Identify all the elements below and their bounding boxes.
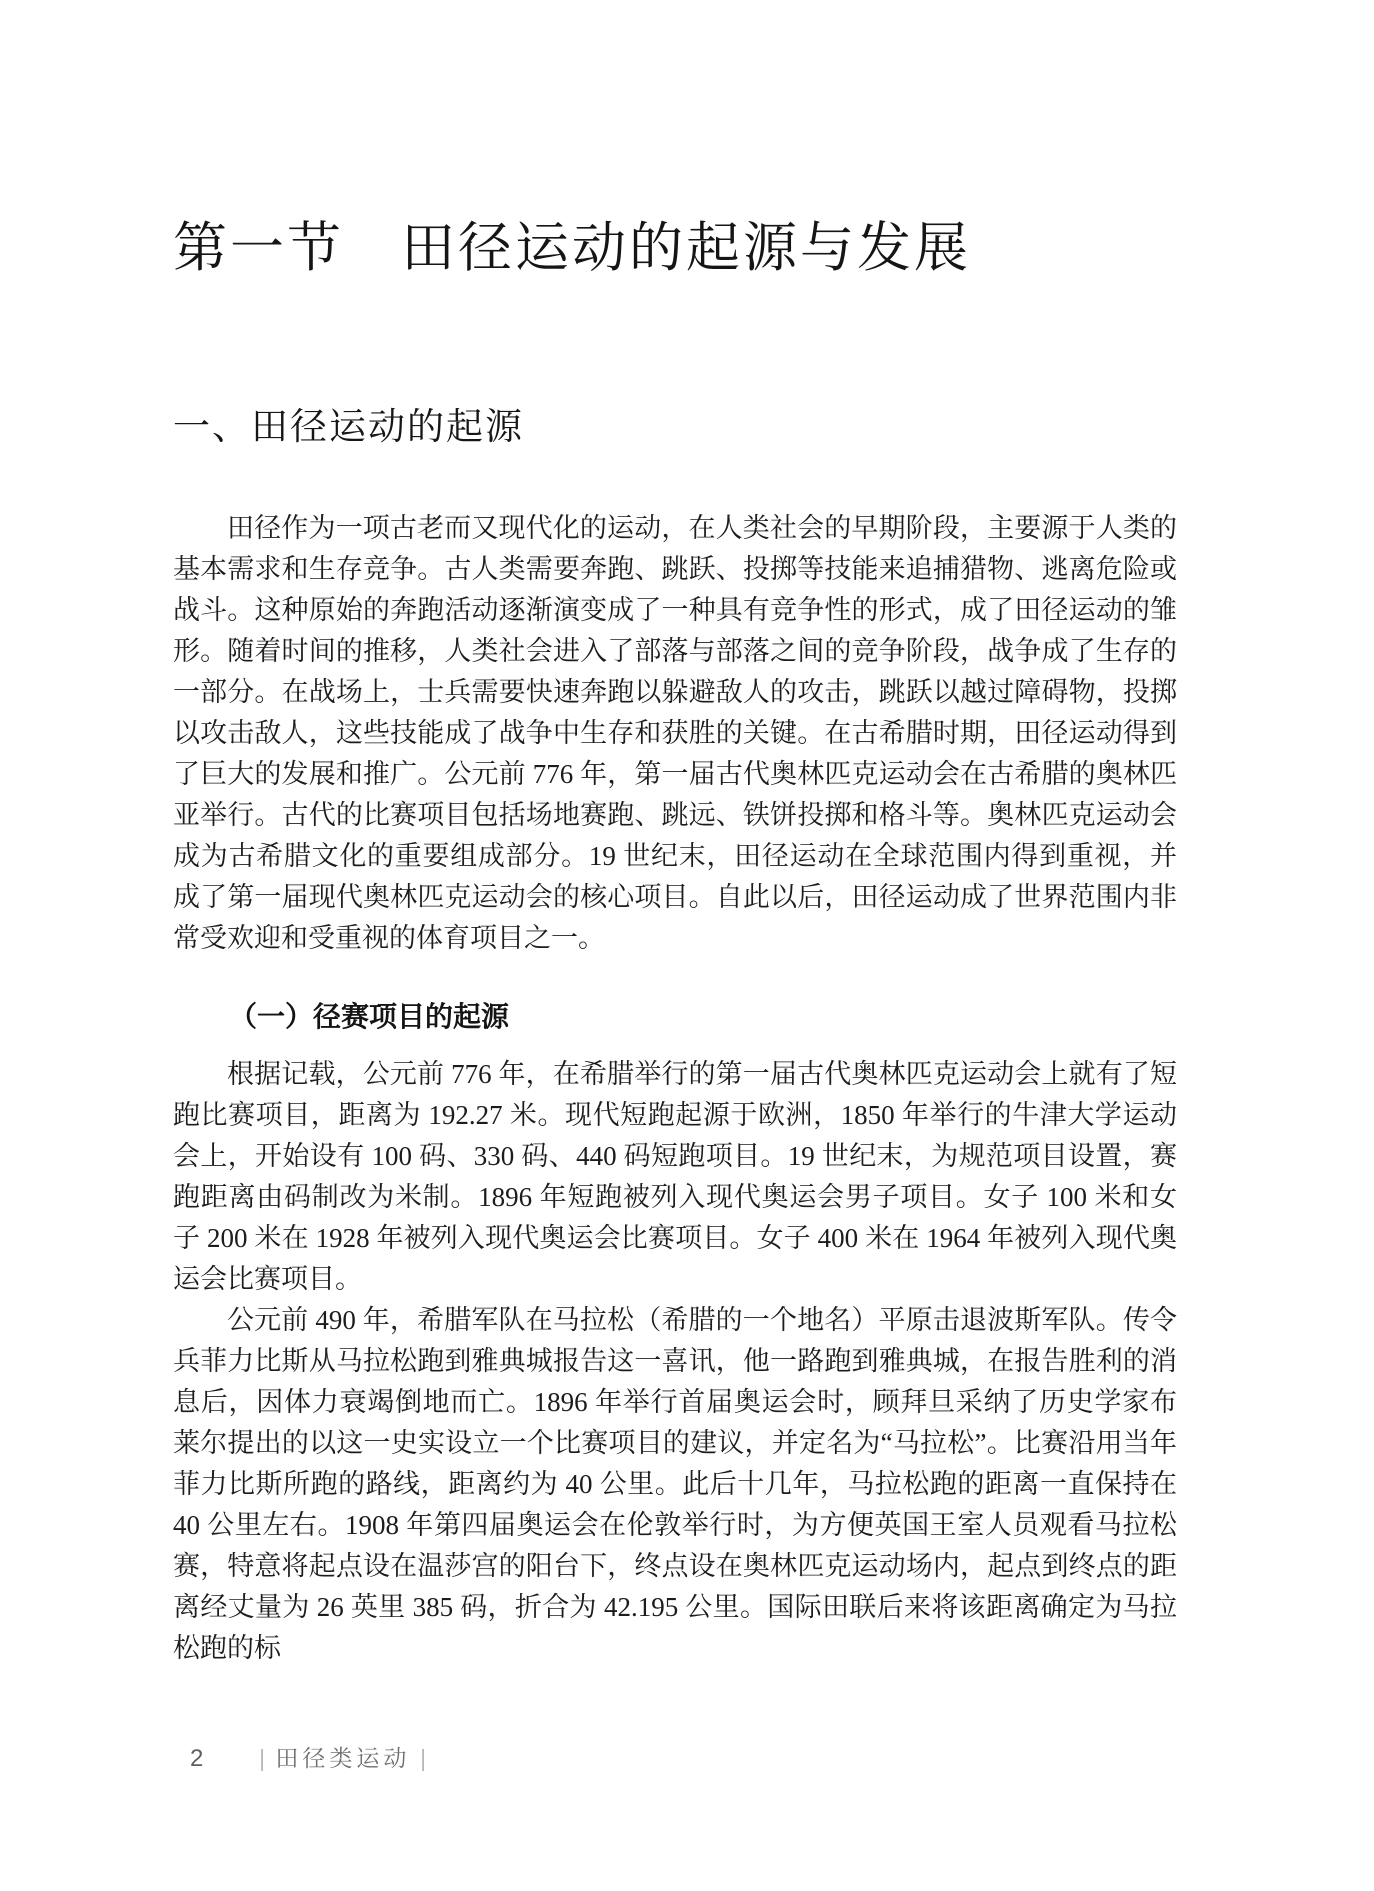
page-footer bbox=[190, 1747, 436, 1771]
paragraph-marathon-history: 公元前 490 年，希腊军队在马拉松（希腊的一个地名）平原击退波斯军队。传令兵菲力比斯从马拉松跑到雅典城报告这一喜讯，他一路跑到雅典城，在报告胜利的消息后，因体力衰竭倒地而亡。1896 年举行首届奥运会时，顾拜旦采纳了历史学家布莱尔提出的以这一史实设立一个比赛项目的建议，并定名为“马拉松”。比赛沿用当年菲力比斯所跑的路线，距离约为 40 公里。此后十几年，马拉松跑的距离一直保持在 40 公里左右。1908 年第四届奥运会在伦敦举行时，为方便英国王室人员观看马拉松赛，特意将起点设在温莎宫的阳台下，终点设在奥林匹克运动场内，起点到终点的距离经丈量为 26 英里 385 码，折合为 42.195 公里。国际田联后来将该距离确定为马拉松跑的标 bbox=[173, 1305, 1177, 1664]
page-content bbox=[173, 0, 1177, 1669]
subsection-heading: （一）径赛项目的起源 bbox=[229, 1002, 510, 1034]
running-title: 田径类运动 bbox=[275, 1745, 411, 1771]
section-heading: 一、田径运动的起源 bbox=[173, 405, 524, 447]
chapter-title: 第一节 田径运动的起源与发展 bbox=[173, 218, 971, 278]
footer-right-bar: | bbox=[421, 1745, 426, 1771]
page-number: 2 bbox=[190, 1745, 204, 1772]
footer-left-bar: | bbox=[260, 1745, 265, 1771]
paragraph-athletics-origin: 田径作为一项古老而又现代化的运动，在人类社会的早期阶段，主要源于人类的基本需求和生存竞争。古人类需要奔跑、跳跃、投掷等技能来追捕猎物、逃离危险或战斗。这种原始的奔跑活动逐渐演变成了一种具有竞争性的形式，成了田径运动的雏形。随着时间的推移，人类社会进入了部落与部落之间的竞争阶段，战争成了生存的一部分。在战场上，士兵需要快速奔跑以躲避敌人的攻击，跳跃以越过障碍物，投掷以攻击敌人，这些技能成了战争中生存和获胜的关键。在古希腊时期，田径运动得到了巨大的发展和推广。公元前 776 年，第一届古代奥林匹克运动会在古希腊的奥林匹亚举行。古代的比赛项目包括场地赛跑、跳远、铁饼投掷和格斗等。奥林匹克运动会成为古希腊文化的重要组成部分。19 世纪末，田径运动在全球范围内得到重视，并成了第一届现代奥林匹克运动会的核心项目。自此以后，田径运动成了世界范围内非常受欢迎和受重视的体育项目之一。 bbox=[173, 513, 1177, 954]
paragraph-track-events-origin: 根据记载，公元前 776 年，在希腊举行的第一届古代奥林匹克运动会上就有了短跑比赛项目，距离为 192.27 米。现代短跑起源于欧洲，1850 年举行的牛津大学运动会上，开始设有 100 码、330 码、440 码短跑项目。19 世纪末，为规范项目设置，赛跑距离由码制改为米制。1896 年短跑被列入现代奥运会男子项目。女子 100 米和女子 200 米在 1928 年被列入现代奥运会比赛项目。女子 400 米在 1964 年被列入现代奥运会比赛项目。 bbox=[173, 1059, 1177, 1295]
